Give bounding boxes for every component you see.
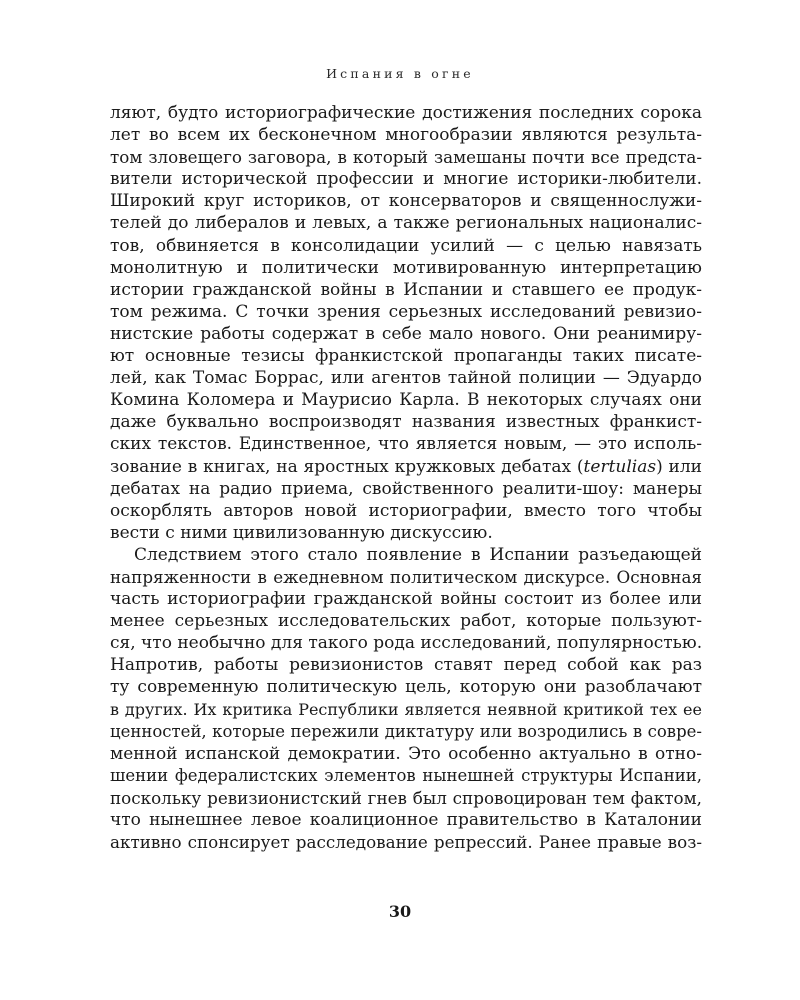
text-line: ту современную политическую цель, которую они разоблачают — [110, 677, 702, 698]
text-line: вители исторической профессии и многие историки-любители. — [110, 169, 702, 190]
text-line: даже буквально воспроизводят названия известных франкист- — [110, 412, 702, 433]
text-line: в других. Их критика Республики является неявной критикой тех ее — [110, 699, 702, 719]
text-line: менее серьезных исследовательских работ, которые пользуют- — [110, 611, 702, 632]
text-line: ляют, будто историографические достижения последних сорока — [110, 103, 702, 123]
text-line: том режима. С точки зрения серьезных исследований ревизио- — [110, 301, 702, 322]
text-line: шении федералистских элементов нынешней структуры Испании, — [110, 765, 702, 785]
text-line: тов, обвиняется в консолидации усилий — с целью навязать — [110, 235, 702, 256]
text-line: активно спонсирует расследование репрессий. Ранее правые воз- — [110, 832, 702, 853]
text-line: зование в книгах, на яростных кружковых дебатах (tertulias) или — [110, 456, 702, 477]
text-line: телей до либералов и левых, а также региональных националис- — [110, 213, 702, 234]
text-line: что нынешнее левое коалиционное правительство в Каталонии — [110, 810, 702, 830]
text-line: ценностей, которые пережили диктатуру или возродились в совре- — [110, 721, 702, 741]
text-line: лей, как Томас Боррас, или агентов тайной полиции — Эдуардо — [110, 368, 702, 389]
text-line: Широкий круг историков, от консерваторов и священнослужи- — [110, 191, 702, 212]
text-line: лет во всем их бесконечном многообразии являются результа- — [110, 125, 702, 146]
text-line: оскорблять авторов новой историографии, вместо того чтобы — [110, 500, 702, 521]
running-head: Испания в огне — [326, 66, 474, 81]
text-line: вести с ними цивилизованную дискуссию. — [110, 522, 493, 543]
text-line: монолитную и политически мотивированную интерпретацию — [110, 257, 702, 278]
text-line: часть историографии гражданской войны состоит из более или — [110, 589, 702, 610]
text-line: ся, что необычно для такого рода исследований, популярностью. — [110, 633, 703, 654]
body-text — [110, 102, 702, 853]
text-line: ских текстов. Единственное, что является новым, — это исполь- — [110, 434, 702, 455]
text-line: истории гражданской войны в Испании и ставшего ее продук- — [110, 279, 702, 300]
text-line: Напротив, работы ревизионистов ставят перед собой как раз — [110, 655, 702, 676]
text-line: менной испанской демократии. Это особенно актуально в отно- — [110, 743, 702, 764]
text-line: напряженности в ежедневном политическом дискурсе. Основная — [110, 566, 702, 587]
italic-term: tertulias — [583, 456, 657, 477]
text-line: поскольку ревизионистский гнев был спровоцирован тем фактом, — [110, 787, 702, 808]
text-line: дебатах на радио приема, свойственного реалити-шоу: манеры — [110, 478, 702, 499]
text-line: Следствием этого стало появление в Испании разъедающей — [134, 544, 702, 565]
text-line: нистские работы содержат в себе мало нового. Они реанимиру- — [110, 323, 702, 344]
text-line: Комина Коломера и Маурисио Карла. В некоторых случаях они — [110, 390, 702, 411]
text-line: ют основные тезисы франкистской пропаганды таких писате- — [110, 346, 702, 367]
text-line: том зловещего заговора, в который замешаны почти все предста- — [110, 147, 702, 168]
page-number: 30 — [388, 902, 412, 921]
